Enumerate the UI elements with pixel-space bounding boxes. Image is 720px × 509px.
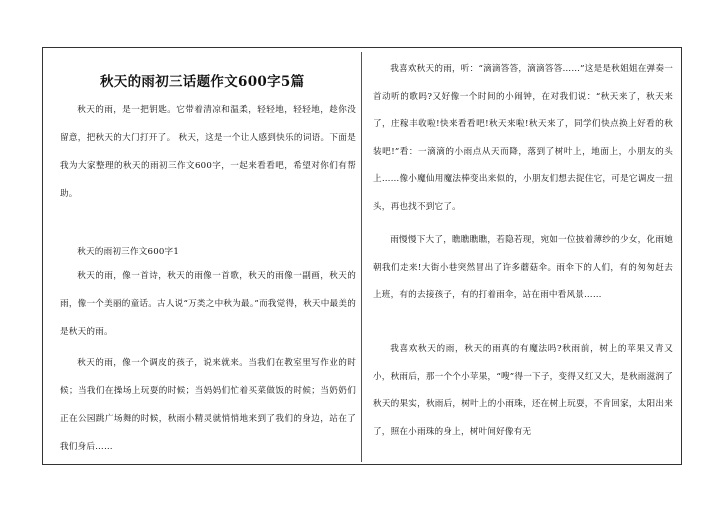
section-heading: 秋天的雨初三作文600字1 [77,247,180,257]
intro-paragraph: 秋天的雨，是一把钥匙。它带着清凉和温柔，轻轻地，轻轻地，趁你没留意，把秋天的大门打开了。 秋天，这是一个让人感到快乐的词语。下面是我为大家整理的秋天的雨初三作文600字，一起来看看吧，希望对你们有帮助。 [60,105,356,199]
left-paragraph-2: 秋天的雨，像一首诗，秋天的雨像一首歌，秋天的雨像一副画，秋天的雨，像一个美丽的童话。古人说“万类之中秋为最。”而我觉得，秋天中最美的是秋天的雨。 [60,271,356,337]
left-paragraph-3: 秋天的雨，像一个调皮的孩子，说来就来。当我们在教室里写作业的时候；当我们在操场上玩耍的时候；当妈妈们忙着买菜做饭的时候；当奶奶们正在公园跳广场舞的时候，秋雨小精灵就悄悄地来到了我们的身边，站在了我们身后…… [60,358,356,452]
right-paragraph-2: 雨慢慢下大了，瞧瞧瞧瞧，若隐若现，宛如一位披着薄纱的少女，化雨她朝我们走来!大街小巷突然冒出了许多蘑菇伞。雨伞下的人们，有的匆匆赶去上班，有的去接孩子，有的打着雨伞，站在雨中看风景…… [373,235,673,300]
column-divider [361,52,362,462]
right-paragraph-1: 我喜欢秋天的雨，听：“滴滴答答，滴滴答答……”这是是秋姐姐在弹奏一首动听的歌吗?又好像一个时间的小闹钟，在对我们说：“秋天来了，秋天来了，庄稼丰收啦!快来看看吧!秋天来啦!秋天来了，同学们快点换上好看的秋装吧!”看：一滴滴的小雨点从天而降，落到了树叶上，地面上，小朋友的头上……像小魔仙用魔法棒变出来似的，小朋友们想去捉住它，可是它调皮一扭头，再也找不到它了。 [373,64,673,212]
right-paragraph-3: 我喜欢秋天的雨，秋天的雨真的有魔法吗?秋雨前，树上的苹果又青又小，秋雨后，那一个个小苹果，“嗖”得一下子，变得又红又大，是秋雨滋润了秋天的果实，秋雨后，树叶上的小雨珠，还在树上玩耍，不肯回家，太阳出来了，照在小雨珠的身上，树叶间好像有无 [373,344,673,437]
document-title: 秋天的雨初三话题作文600字5篇 [100,74,305,91]
